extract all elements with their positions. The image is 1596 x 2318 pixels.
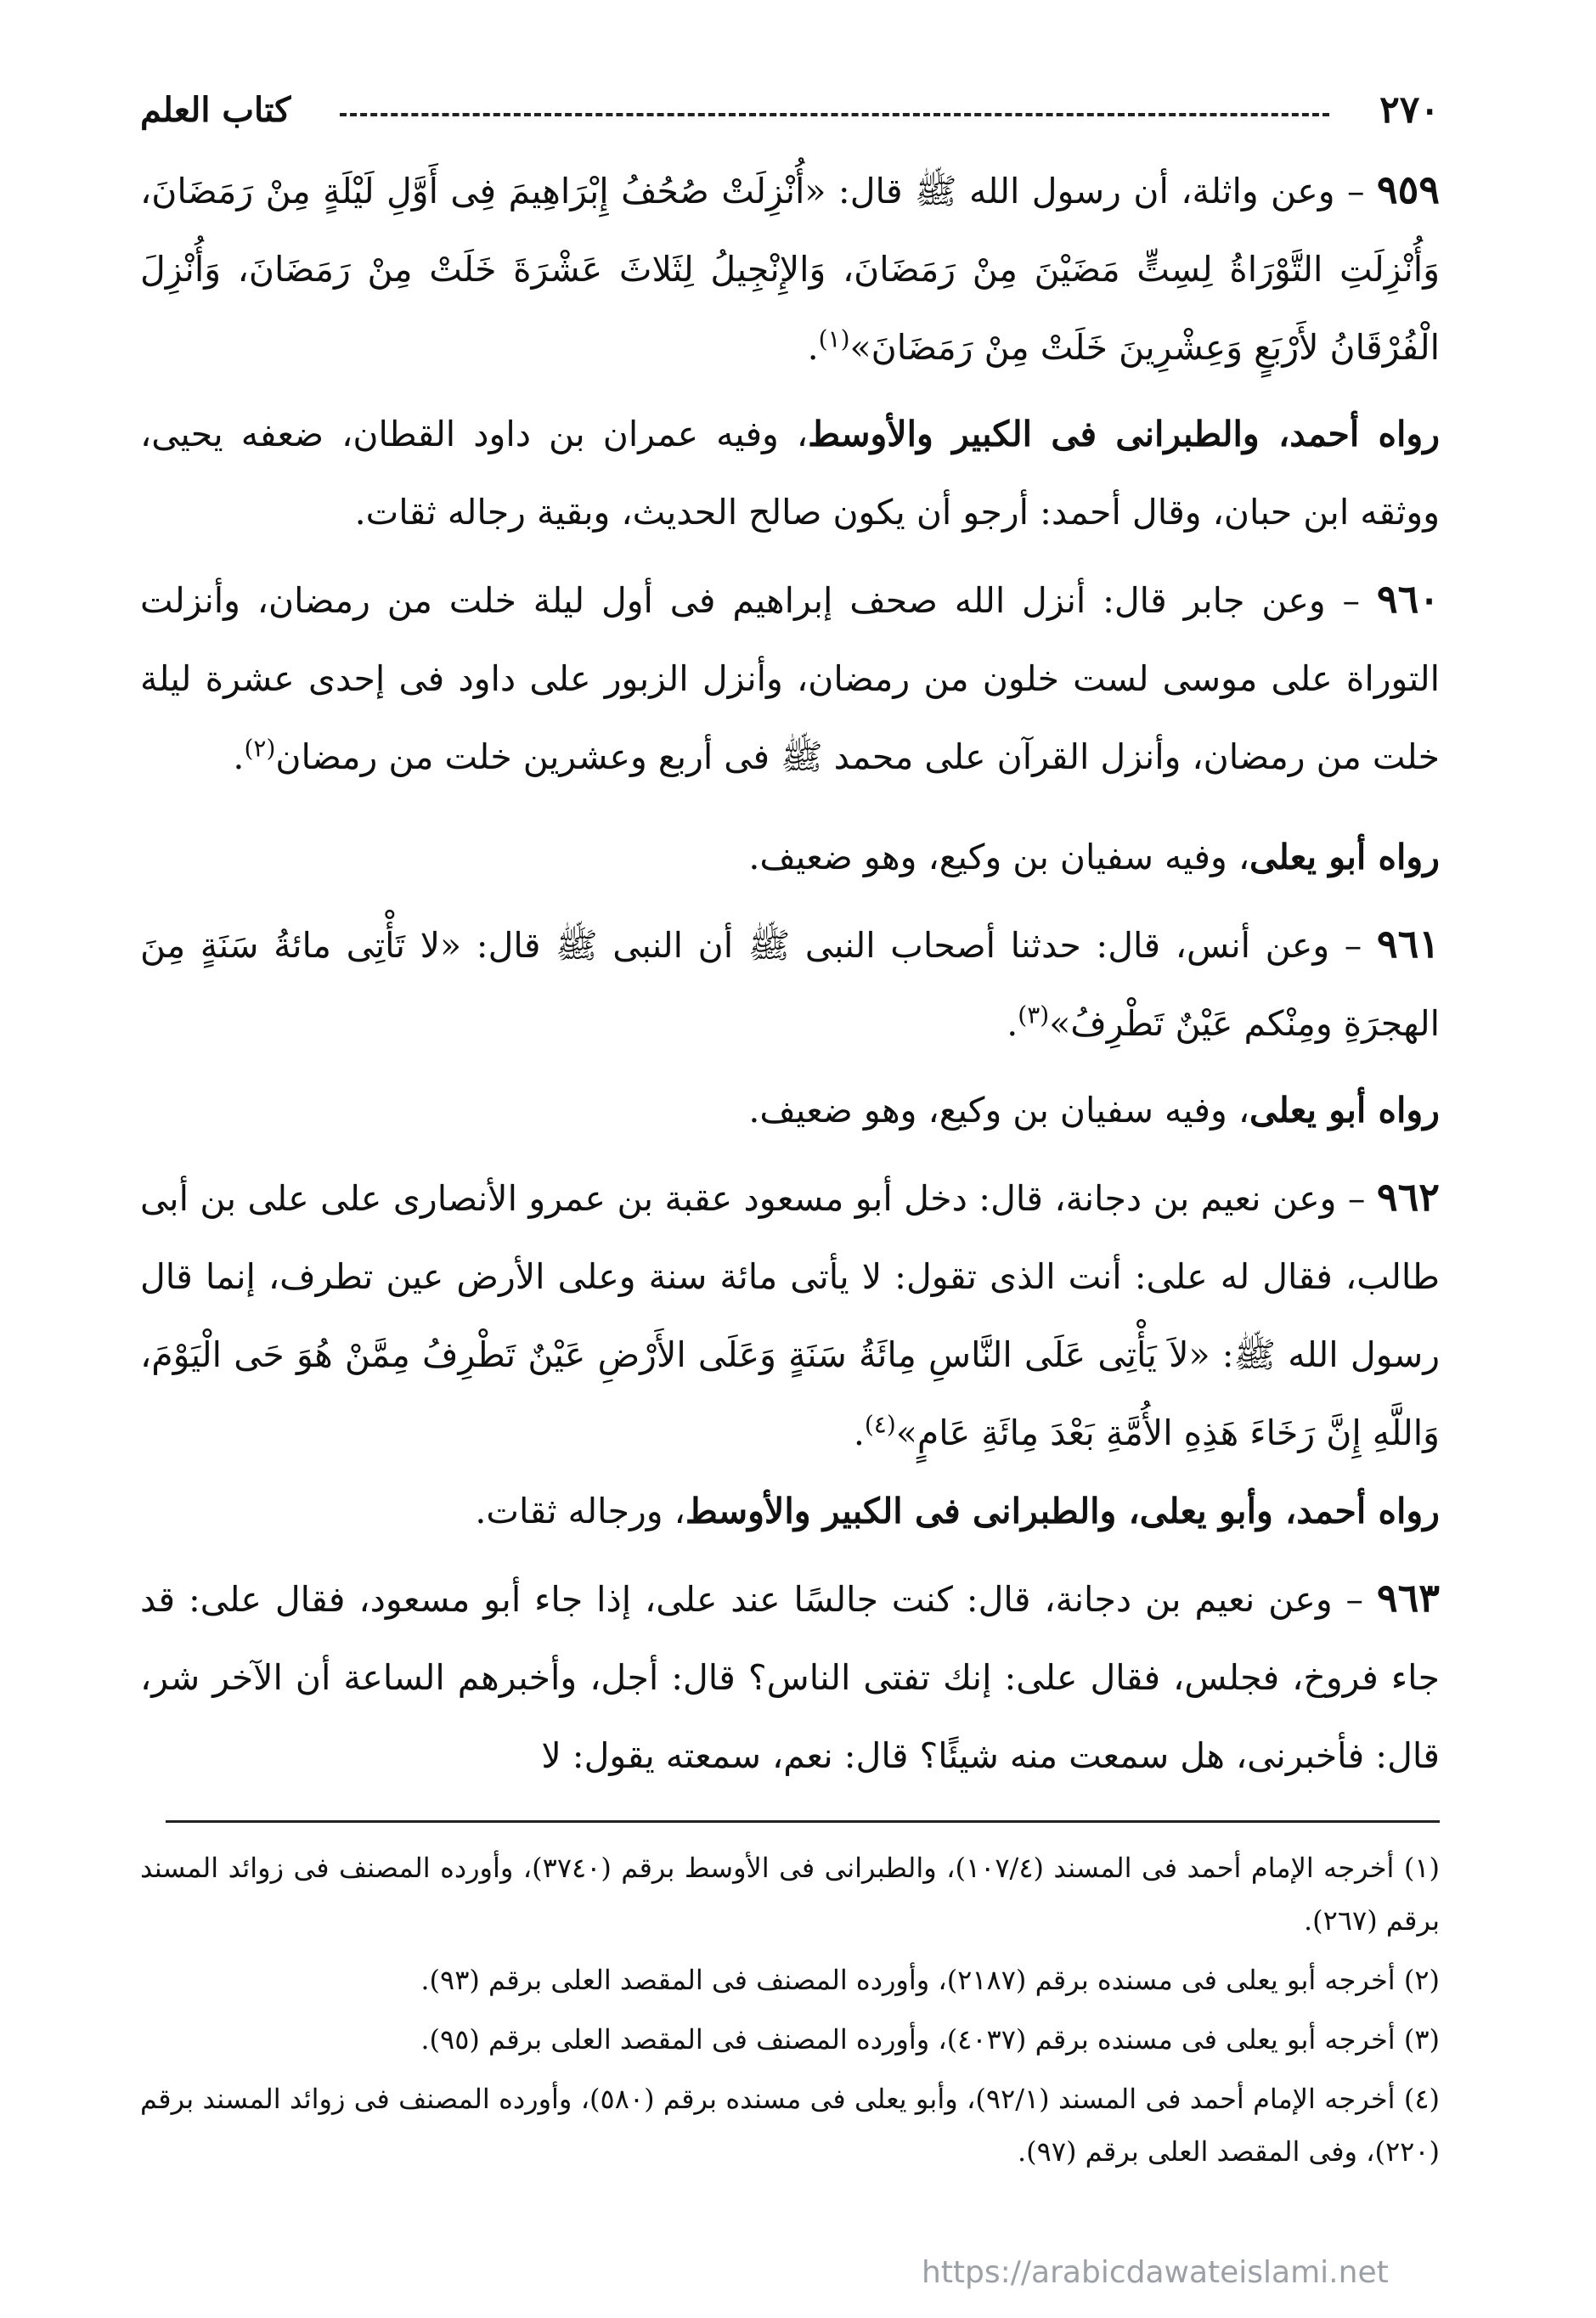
narrator-source: رواه أبو يعلى (1249, 837, 1440, 877)
narration-note (140, 818, 1440, 896)
footnote-ref[interactable]: (٤) (864, 1410, 896, 1439)
footnotes (140, 1841, 1440, 2178)
hadith-number: ٩٦٢ (1376, 1174, 1440, 1220)
main-text (140, 150, 1440, 1795)
narrator-source: رواه أحمد، والطبرانى فى الكبير والأوسط (808, 414, 1440, 454)
hadith-959 (140, 150, 1440, 386)
hadith-962 (140, 1158, 1440, 1472)
end-mark: . (1007, 1003, 1018, 1044)
hadith-text: – وعن نعيم بن دجانة، قال: دخل أبو مسعود عقبة بن عمرو الأنصارى على على بن أبى طالب، فقال له على: أنت الذى تقول: لا يأتى مائة سنة وعلى الأرض عين تطرف، إنما قال رسول الله ﷺ: «لاَ يَأْتِى عَلَى النَّاسِ مِائَةُ سَنَةٍ وَعَلَى الأَرْضِ عَيْنٌ تَطْرِفُ مِمَّنْ هُوَ حَى الْيَوْمَ، وَاللَّهِ إِنَّ رَخَاءَ هَذِهِ الأُمَّةِ بَعْدَ مِائَةِ عَامٍ» (140, 1178, 1440, 1453)
hadith-number: ٩٦١ (1376, 921, 1440, 967)
book-page (140, 81, 1440, 2272)
page-header (140, 81, 1440, 140)
end-mark: . (233, 736, 245, 777)
narrator-source: رواه أحمد، وأبو يعلى، والطبرانى فى الكبير والأوسط (685, 1491, 1440, 1531)
hadith-960 (140, 560, 1440, 796)
source-watermark: https://arabicdawateislami.net (922, 2255, 1389, 2290)
hadith-963 (140, 1559, 1440, 1795)
footnote-1: (١) أخرجه الإمام أحمد فى المسند (١٠٧/٤)، والطبرانى فى الأوسط برقم (٣٧٤٠)، وأورده المصنف فى زوائد المسند برقم (٢٦٧). (140, 1852, 1441, 1937)
note-text: ، ورجاله ثقات. (475, 1491, 685, 1531)
book-title: كتاب العلم (140, 90, 291, 130)
note-text: ، وفيه سفيان بن وكيع، وهو ضعيف. (748, 1090, 1250, 1131)
footnote-2: (٢) أخرجه أبو يعلى فى مسنده برقم (٢١٨٧)، وأورده المصنف فى المقصد العلى برقم (٩٣). (420, 1964, 1440, 1996)
hadith-text: – وعن واثلة، أن رسول الله ﷺ قال: «أُنْزِلَتْ صُحُفُ إِبْرَاهِيمَ فِى أَوَّلِ لَيْلَةٍ مِنْ رَمَضَانَ، وَأُنْزِلَتِ التَّوْرَاةُ لِسِتٍّ مَضَيْنَ مِنْ رَمَضَانَ، وَالإِنْجِيلُ لِثَلاثَ عَشْرَةَ خَلَتْ مِنْ رَمَضَانَ، وَأُنْزِلَ الْفُرْقَانُ لأَرْبَعٍ وَعِشْرِينَ خَلَتْ مِنْ رَمَضَانَ» (140, 171, 1440, 368)
hadith-number: ٩٥٩ (1376, 166, 1440, 212)
footnote-ref[interactable]: (٣) (1018, 1001, 1050, 1029)
narration-note (140, 1071, 1440, 1149)
end-mark: . (807, 327, 819, 368)
end-mark: . (853, 1413, 865, 1453)
page-number: ٢٧٠ (1379, 88, 1440, 132)
narration-note (140, 395, 1440, 551)
narrator-source: رواه أبو يعلى (1249, 1090, 1440, 1131)
hadith-text: – وعن أنس، قال: حدثنا أصحاب النبى ﷺ أن النبى ﷺ قال: «لا تَأْتِى مائةُ سَنَةٍ مِنَ الهجرَةِ ومِنْكم عَيْنٌ تَطْرِفُ» (140, 925, 1440, 1044)
footnote-ref[interactable]: (٢) (244, 734, 276, 763)
footnote-3: (٣) أخرجه أبو يعلى فى مسنده برقم (٤٠٣٧)، وأورده المصنف فى المقصد العلى برقم (٩٥). (420, 2023, 1440, 2056)
header-rule (340, 113, 1329, 116)
footnote-divider (166, 1820, 1440, 1823)
narration-note (140, 1472, 1440, 1550)
hadith-text: – وعن جابر قال: أنزل الله صحف إبراهيم فى أول ليلة خلت من رمضان، وأنزلت التوراة على موسى لست خلون من رمضان، وأنزل الزبور على داود فى إحدى عشرة ليلة خلت من رمضان، وأنزل القرآن على محمد ﷺ فى أربع وعشرين خلت من رمضان (140, 580, 1440, 777)
hadith-number: ٩٦٣ (1376, 1575, 1440, 1621)
hadith-number: ٩٦٠ (1376, 576, 1440, 622)
hadith-text: – وعن نعيم بن دجانة، قال: كنت جالسًا عند على، إذا جاء أبو مسعود، فقال على: قد جاء فروخ، فجلس، فقال على: إنك تفتى الناس؟ قال: أجل، وأخبرهم الساعة أن الآخر شر، قال: فأخبرنى، هل سمعت منه شيئًا؟ قال: نعم، سمعته يقول: لا (140, 1579, 1440, 1776)
hadith-961 (140, 905, 1440, 1063)
note-text: ، وفيه سفيان بن وكيع، وهو ضعيف. (748, 837, 1250, 877)
footnote-4: (٤) أخرجه الإمام أحمد فى المسند (٩٢/١)، وأبو يعلى فى مسنده برقم (٥٨٠)، وأورده المصنف فى زوائد المسند برقم (٢٢٠)، وفى المقصد العلى برقم (٩٧). (140, 2083, 1441, 2168)
footnote-ref[interactable]: (١) (818, 324, 850, 353)
note-text: ، وفيه عمران بن داود القطان، ضعفه يحيى، ووثقه ابن حبان، وقال أحمد: أرجو أن يكون صالح الحديث، وبقية رجاله ثقات. (140, 414, 1440, 533)
